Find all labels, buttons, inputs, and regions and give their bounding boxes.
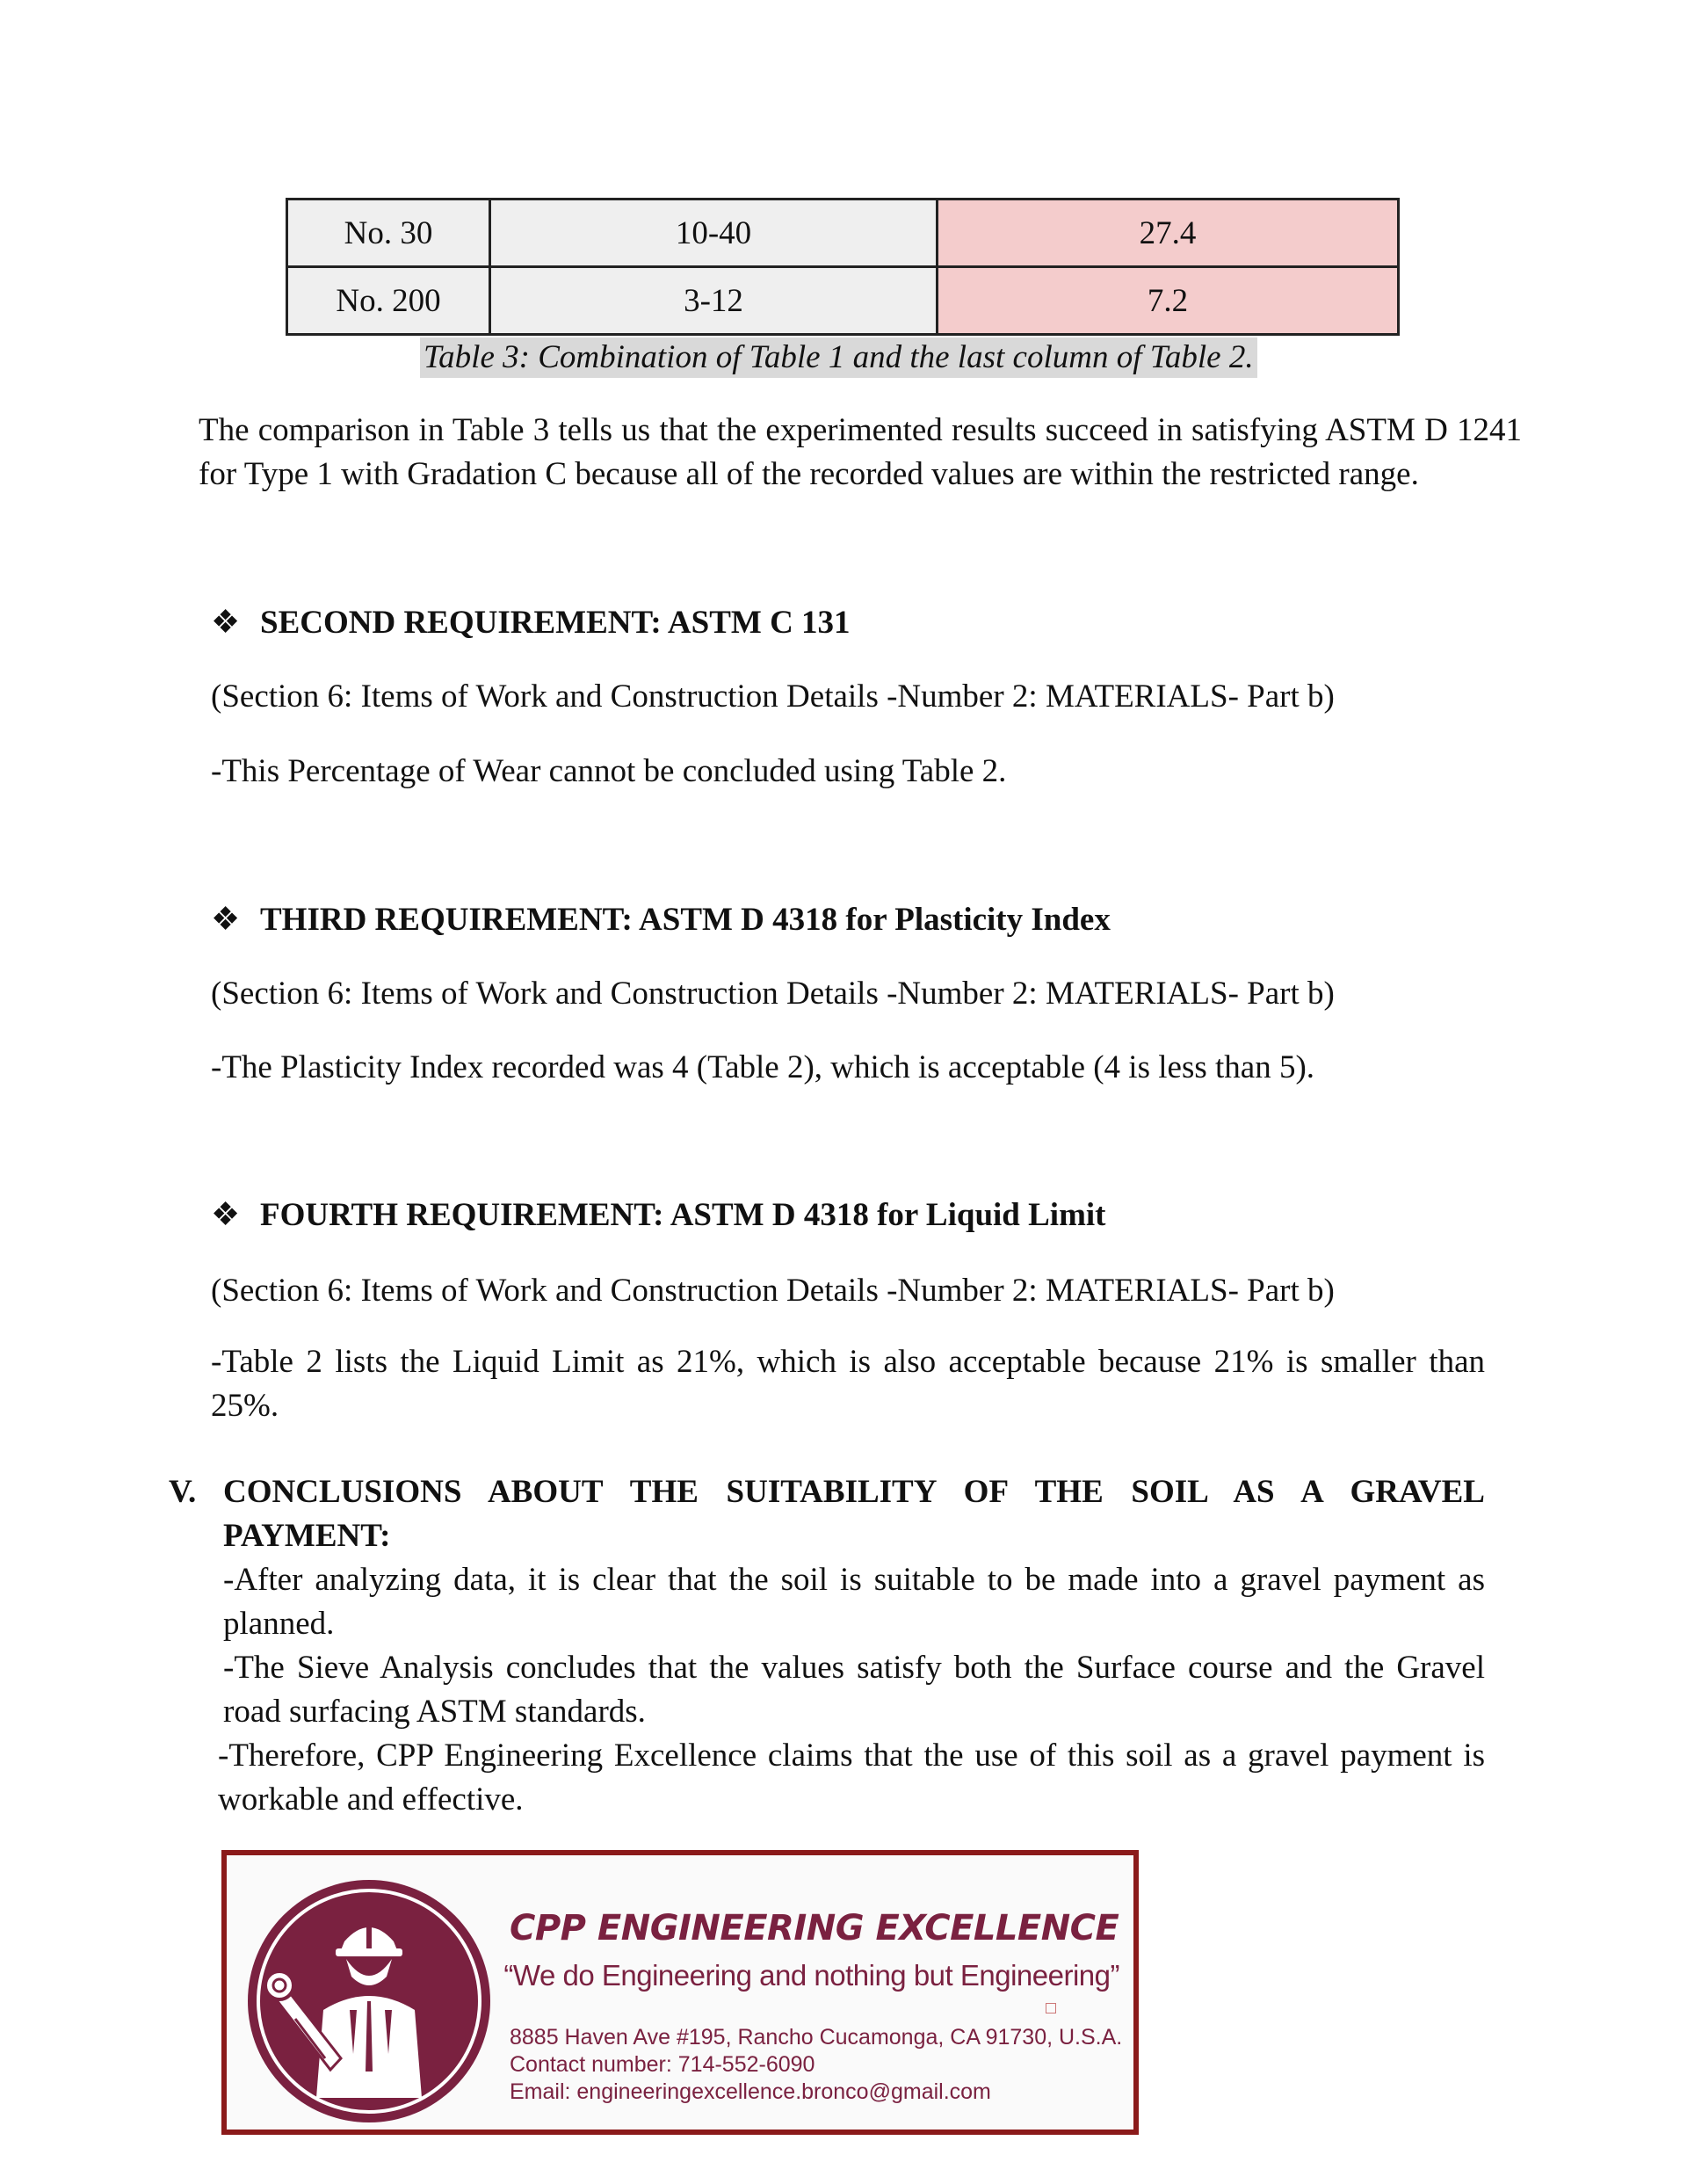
comparison-table: [286, 198, 1400, 336]
requirement-title: FOURTH REQUIREMENT: ASTM D 4318 for Liquid Limit: [260, 1197, 1106, 1233]
company-email: Email: engineeringexcellence.bronco@gmail.com: [510, 2079, 991, 2104]
comparison-paragraph: The comparison in Table 3 tells us that the experimented results succeed in satisfying ASTM D 1241 for Type 1 with Gradation C because all of the recorded values are within the restricted range.: [199, 412, 1522, 492]
conclusion-point: -Therefore, CPP Engineering Excellence claims that the use of this soil as a gravel payment is workable and effective.: [218, 1738, 1485, 1818]
table-row: [287, 267, 1399, 335]
small-mark-icon: [1046, 2003, 1056, 2013]
company-address: 8885 Haven Ave #195, Rancho Cucamonga, CA 91730, U.S.A.: [510, 2025, 1123, 2050]
company-slogan: “We do Engineering and nothing but Engineering”: [503, 1959, 1119, 1992]
conclusions-heading: CONCLUSIONS ABOUT THE SUITABILITY OF THE SOIL AS A GRAVEL: [223, 1474, 1485, 1510]
table-cell-range: 3-12: [490, 267, 938, 335]
diamond-bullet-icon: ❖: [211, 1197, 241, 1233]
conclusions-section: [169, 1470, 1485, 1822]
engineer-logo-icon: [246, 1878, 492, 2124]
requirement-heading: [211, 1195, 1106, 1236]
requirement-note: -Table 2 lists the Liquid Limit as 21%, which is also acceptable because 21% is smaller than 25%.: [211, 1344, 1485, 1424]
requirement-note: -The Plasticity Index recorded was 4 (Table 2), which is acceptable (4 is less than 5).: [211, 1049, 1315, 1085]
conclusion-point: -The Sieve Analysis concludes that the values satisfy both the Surface course and the Gravel road surfacing ASTM standards.: [223, 1650, 1485, 1730]
table-caption: Table 3: Combination of Table 1 and the last column of Table 2.: [420, 337, 1257, 378]
requirement-title: SECOND REQUIREMENT: ASTM C 131: [260, 605, 851, 641]
requirement-heading: [211, 603, 851, 643]
table-cell-sieve: No. 30: [287, 200, 490, 267]
conclusions-heading-cont: PAYMENT:: [223, 1518, 391, 1554]
diamond-bullet-icon: ❖: [211, 605, 241, 641]
requirement-section: (Section 6: Items of Work and Construction Details -Number 2: MATERIALS- Part b): [211, 976, 1335, 1012]
requirement-heading: [211, 900, 1111, 940]
conclusion-point: -After analyzing data, it is clear that the soil is suitable to be made into a gravel payment as planned.: [223, 1562, 1485, 1642]
requirement-note: -This Percentage of Wear cannot be concluded using Table 2.: [211, 753, 1007, 789]
requirement-section: (Section 6: Items of Work and Construction Details -Number 2: MATERIALS- Part b): [211, 678, 1335, 715]
table-cell-range: 10-40: [490, 200, 938, 267]
section-numeral: V.: [169, 1474, 197, 1510]
table-cell-value: 7.2: [938, 267, 1399, 335]
company-name: CPP ENGINEERING EXCELLENCE: [510, 1908, 1119, 1948]
company-banner: [221, 1850, 1139, 2135]
table-cell-sieve: No. 200: [287, 267, 490, 335]
requirement-title: THIRD REQUIREMENT: ASTM D 4318 for Plasticity Index: [260, 902, 1111, 938]
diamond-bullet-icon: ❖: [211, 902, 241, 938]
table-row: [287, 200, 1399, 267]
requirement-section: (Section 6: Items of Work and Construction Details -Number 2: MATERIALS- Part b): [211, 1273, 1335, 1309]
company-contact: Contact number: 714-552-6090: [510, 2052, 815, 2077]
table-cell-value: 27.4: [938, 200, 1399, 267]
